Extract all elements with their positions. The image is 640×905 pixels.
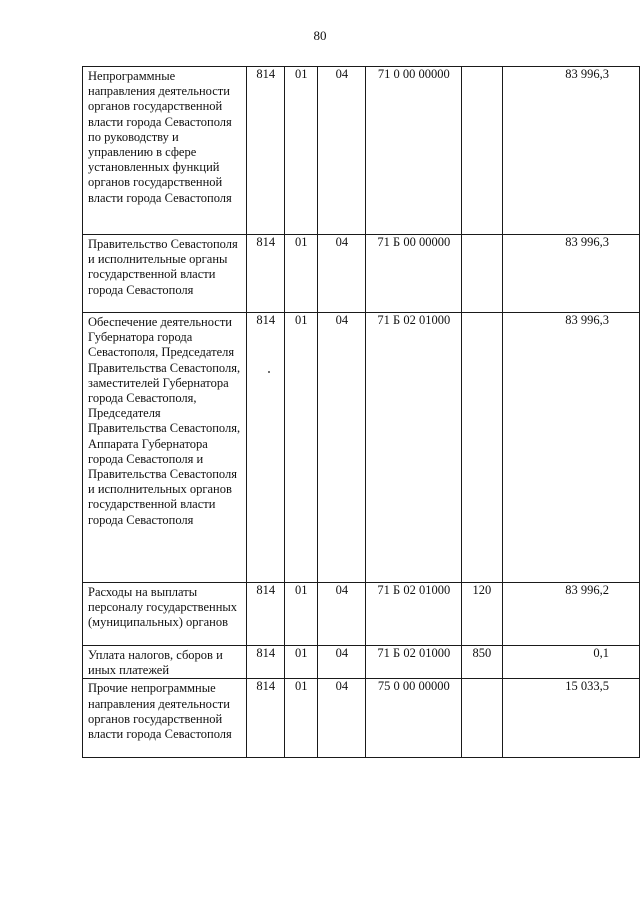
row-name: Уплата налогов, сборов и иных платежей (83, 646, 247, 679)
row-rz: 01 (285, 679, 318, 758)
row-vr (462, 235, 503, 313)
row-name: Правительство Севастополя и исполнительные органы государственной власти города Севастополя (83, 235, 247, 313)
page-number: 80 (313, 28, 327, 43)
row-name: Расходы на выплаты персоналу государственных (муниципальных) органов (83, 583, 247, 646)
row-vr (462, 313, 503, 583)
table-row (83, 679, 640, 758)
table-row (83, 646, 640, 679)
row-sum: 83 996,3 (502, 235, 639, 313)
row-ved: 814 (247, 67, 285, 235)
row-ved: 814 (247, 679, 285, 758)
scan-speck (268, 371, 270, 373)
row-csr: 71 Б 02 01000 (366, 313, 462, 583)
row-sum: 83 996,3 (502, 67, 639, 235)
row-pr: 04 (318, 646, 366, 679)
row-name: Обеспечение деятельности Губернатора города Севастополя, Председателя Правительства Севастополя, заместителей Губернатора города Севастополя, Председателя Правительства Севастополя, Аппарата Губернатора города Севастополя и Правительства Севастополя и исполнительных органов государственной власти города Севастополя (83, 313, 247, 583)
table-row (83, 313, 640, 583)
row-ved: 814 (247, 646, 285, 679)
row-rz: 01 (285, 235, 318, 313)
row-sum: 0,1 (502, 646, 639, 679)
row-pr: 04 (318, 313, 366, 583)
row-name: Прочие непрограммные направления деятельности органов государственной власти города Севастополя (83, 679, 247, 758)
row-rz: 01 (285, 646, 318, 679)
table-row (83, 67, 640, 235)
row-csr: 71 0 00 00000 (366, 67, 462, 235)
row-csr: 71 Б 02 01000 (366, 646, 462, 679)
row-rz: 01 (285, 67, 318, 235)
row-ved: 814 (247, 313, 285, 583)
row-vr (462, 67, 503, 235)
row-csr: 71 Б 00 00000 (366, 235, 462, 313)
row-sum: 15 033,5 (502, 679, 639, 758)
row-ved: 814 (247, 235, 285, 313)
row-vr: 850 (462, 646, 503, 679)
table-row (83, 235, 640, 313)
row-rz: 01 (285, 313, 318, 583)
row-sum: 83 996,2 (502, 583, 639, 646)
row-name: Непрограммные направления деятельности органов государственной власти города Севастополя по руководству и управлению в сфере установленных функций органов государственной власти города Севастополя (83, 67, 247, 235)
row-pr: 04 (318, 679, 366, 758)
row-ved: 814 (247, 583, 285, 646)
row-pr: 04 (318, 67, 366, 235)
row-rz: 01 (285, 583, 318, 646)
row-csr: 71 Б 02 01000 (366, 583, 462, 646)
row-pr: 04 (318, 583, 366, 646)
row-sum: 83 996,3 (502, 313, 639, 583)
row-pr: 04 (318, 235, 366, 313)
row-vr: 120 (462, 583, 503, 646)
row-csr: 75 0 00 00000 (366, 679, 462, 758)
row-vr (462, 679, 503, 758)
budget-table (82, 66, 640, 758)
table-row (83, 583, 640, 646)
